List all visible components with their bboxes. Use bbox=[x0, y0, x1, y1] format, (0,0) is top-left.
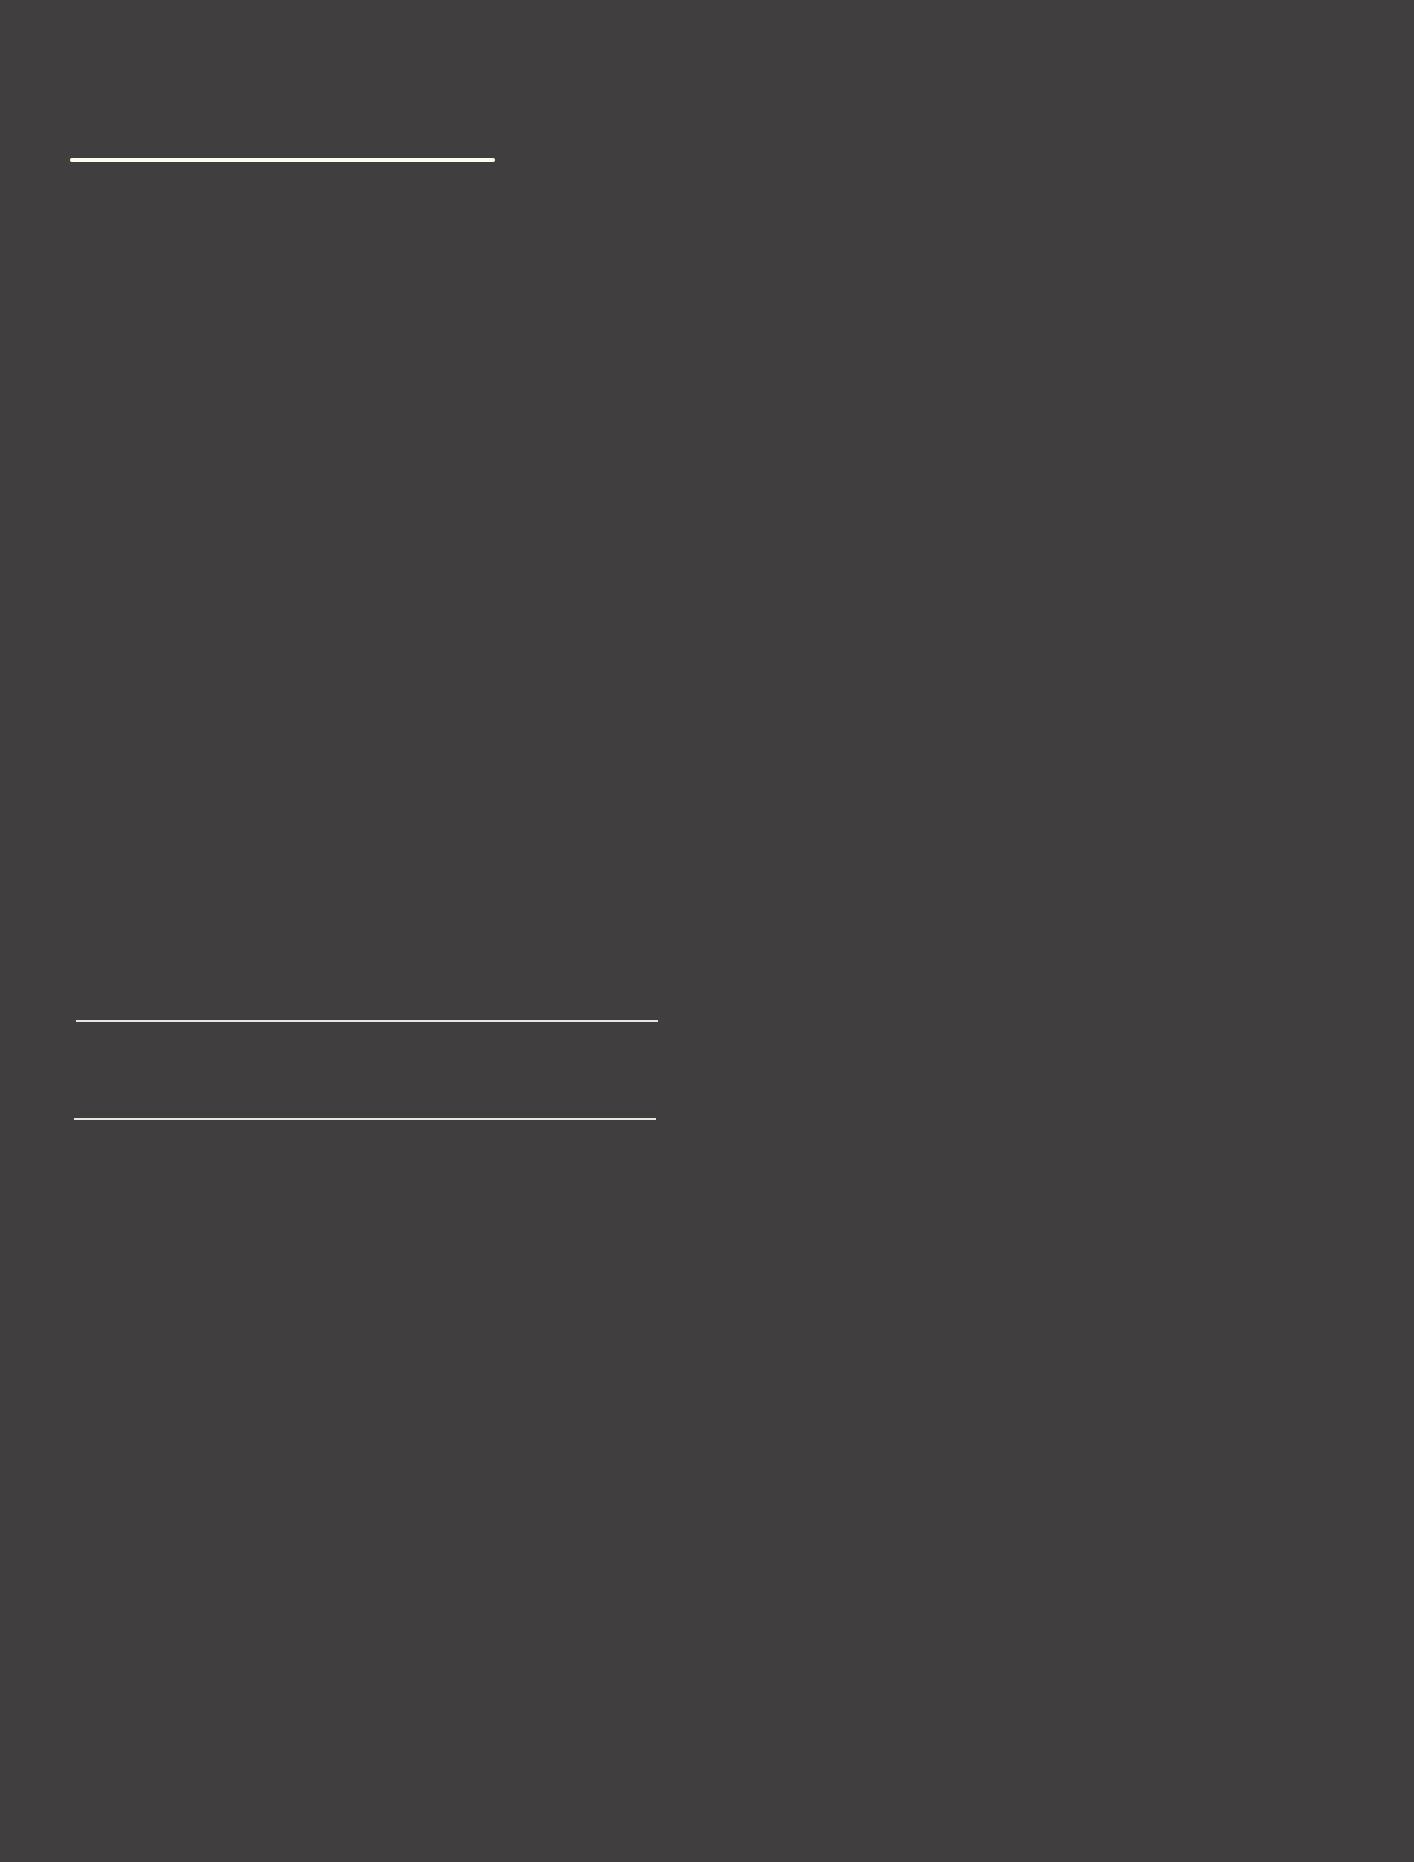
coffee-break-top-rule bbox=[76, 1020, 658, 1022]
title-underline bbox=[70, 158, 495, 162]
coffee-break-bottom-rule bbox=[74, 1118, 656, 1120]
